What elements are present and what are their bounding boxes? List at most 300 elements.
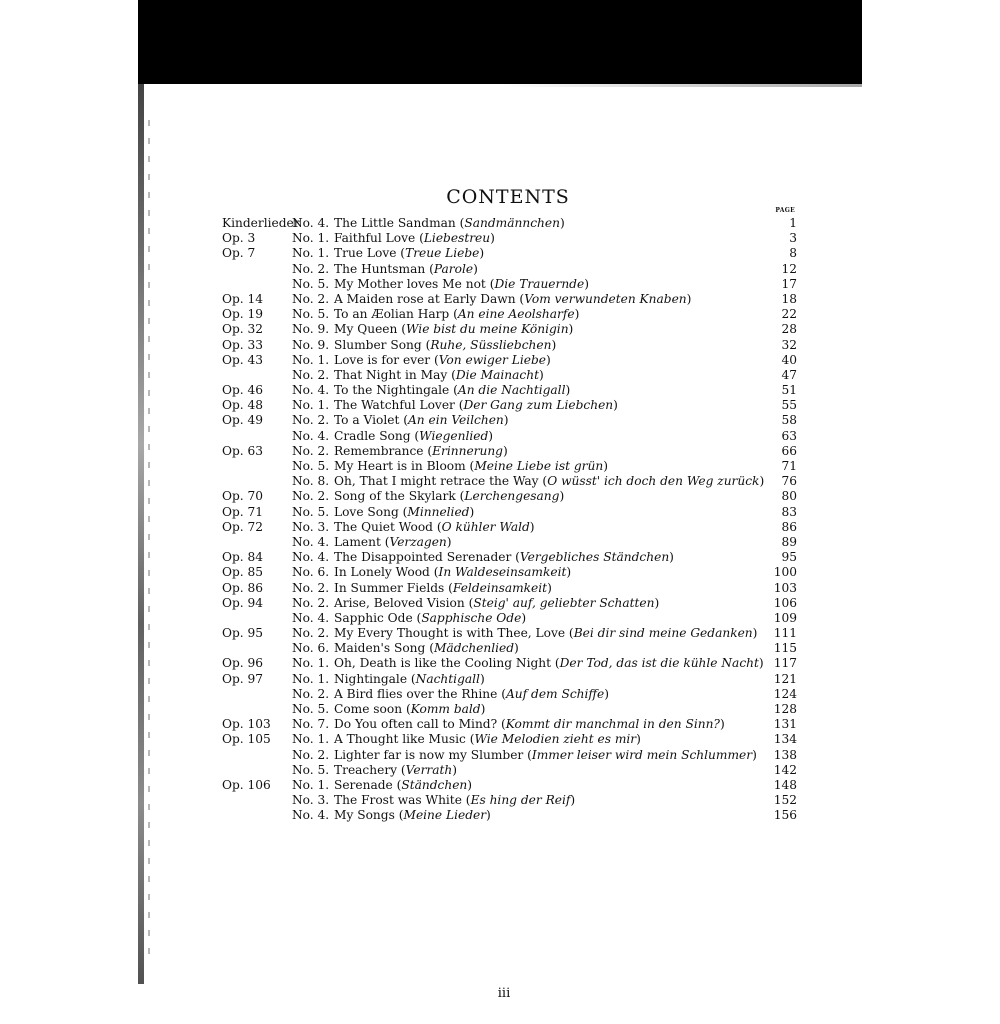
song-number: No. 3. (292, 793, 330, 808)
song-title (334, 368, 544, 383)
german-title: An eine Aeolsharfe (457, 307, 575, 322)
song-number: No. 5. (292, 276, 330, 291)
english-title: Lighter far is now my Slumber ( (334, 747, 532, 762)
song-title (334, 277, 589, 292)
closing-paren: ) (446, 534, 452, 549)
song-title (334, 596, 659, 611)
contents-list (222, 216, 797, 824)
page-ref: 66 (781, 443, 797, 458)
english-title: Remembrance ( (334, 443, 433, 458)
song-number: No. 5. (292, 504, 330, 519)
page-ref: 83 (781, 504, 797, 519)
closing-paren: ) (473, 261, 478, 276)
song-number: No. 6. (292, 565, 330, 580)
english-title: The Little Sandman ( (334, 216, 465, 230)
song-number: No. 2. (292, 413, 330, 428)
song-title (334, 413, 509, 428)
page-ref: 89 (781, 534, 797, 549)
english-title: In Lonely Wood ( (334, 565, 439, 580)
contents-entry (222, 246, 797, 261)
contents-entry (222, 413, 797, 428)
german-title: Die Mainacht (455, 367, 539, 382)
english-title: Sapphic Ode ( (334, 610, 422, 625)
english-title: The Quiet Wood ( (334, 519, 442, 534)
contents-entry (222, 383, 797, 398)
page-ref: 86 (781, 519, 797, 534)
german-title: Die Trauernde (494, 276, 585, 291)
song-title (334, 505, 474, 520)
song-number: No. 7. (292, 717, 330, 732)
song-number: No. 4. (292, 610, 330, 625)
song-number: No. 1. (292, 231, 330, 246)
closing-paren: ) (613, 398, 618, 413)
english-title: My Queen ( (334, 322, 406, 337)
page-title: CONTENTS (446, 186, 570, 208)
song-number: No. 5. (292, 459, 330, 473)
song-title (334, 702, 485, 717)
contents-entry (222, 322, 797, 337)
closing-paren: ) (669, 550, 674, 565)
page-ref: 12 (781, 261, 797, 276)
german-title: Treue Liebe (405, 246, 480, 261)
german-title: Verrath (405, 762, 453, 777)
song-number: No. 2. (292, 367, 330, 382)
german-title: Sandmännchen (464, 216, 560, 230)
opus-label: Op. 72 (222, 519, 264, 534)
song-number: No. 6. (292, 641, 330, 656)
song-title (334, 459, 608, 474)
song-title (334, 672, 485, 687)
closing-paren: ) (545, 352, 551, 367)
song-title (334, 687, 609, 702)
song-number: No. 1. (292, 732, 330, 747)
opus-label: Op. 95 (222, 626, 264, 641)
english-title: Song of the Skylark ( (334, 489, 465, 504)
page-ref: 134 (773, 732, 797, 747)
page-ref: 17 (781, 276, 797, 291)
contents-entry (222, 748, 797, 763)
contents-entry (222, 307, 797, 322)
page-ref: 152 (773, 793, 797, 808)
song-title (334, 778, 472, 793)
page-ref: 71 (781, 459, 797, 473)
contents-entry (222, 656, 797, 671)
english-title: Come soon ( (334, 702, 411, 716)
song-number: No. 2. (292, 489, 330, 504)
opus-label: Op. 106 (222, 777, 271, 792)
contents-entry (222, 398, 797, 413)
english-title: The Watchful Lover ( (334, 398, 464, 413)
german-title: Von ewiger Liebe (438, 352, 546, 367)
contents-entry (222, 626, 797, 641)
english-title: Maiden's Song ( (334, 641, 434, 656)
song-number: No. 4. (292, 383, 330, 398)
closing-paren: ) (604, 686, 609, 701)
song-number: No. 1. (292, 246, 330, 261)
song-title (334, 748, 757, 763)
song-title (334, 656, 764, 671)
song-title (334, 246, 484, 261)
song-title (334, 550, 674, 565)
scan-edge-specks (148, 120, 150, 960)
german-title: In Waldeseinsamkeit (438, 565, 567, 580)
german-title: Der Gang zum Liebchen (463, 398, 614, 413)
song-title (334, 489, 564, 504)
song-title (334, 717, 725, 732)
scan-edge-left (138, 84, 144, 984)
english-title: Love is for ever ( (334, 352, 439, 367)
page-ref: 40 (781, 352, 797, 367)
page-ref: 76 (781, 474, 797, 489)
contents-entry (222, 763, 797, 778)
song-title (334, 581, 552, 596)
english-title: Oh, Death is like the Cooling Night ( (334, 656, 560, 671)
song-title (334, 262, 478, 277)
page-ref: 8 (789, 246, 797, 261)
closing-paren: ) (574, 307, 580, 322)
page-ref: 131 (773, 717, 797, 732)
song-title (334, 338, 556, 353)
page-column-label: PAGE (775, 207, 795, 214)
german-title: Meine Liebe ist grün (474, 459, 604, 473)
song-title (334, 292, 691, 307)
contents-entry (222, 520, 797, 535)
song-number: No. 9. (292, 322, 330, 337)
contents-entry (222, 672, 797, 687)
page-ref: 124 (773, 686, 797, 701)
song-number: No. 1. (292, 671, 330, 686)
closing-paren: ) (636, 732, 641, 747)
contents-entry (222, 732, 797, 747)
english-title: My Mother loves Me not ( (334, 276, 495, 291)
closing-paren: ) (752, 626, 758, 641)
german-title: Ständchen (401, 777, 468, 792)
opus-label: Op. 85 (222, 565, 264, 580)
contents-entry (222, 565, 797, 580)
opus-label: Op. 7 (222, 246, 256, 261)
contents-entry (222, 687, 797, 702)
contents-entry (222, 505, 797, 520)
closing-paren: ) (514, 641, 519, 656)
song-title (334, 535, 452, 550)
english-title: Love Song ( (334, 504, 408, 519)
contents-entry (222, 459, 797, 474)
closing-paren: ) (486, 808, 491, 823)
german-title: Kommt dir manchmal in den Sinn? (505, 717, 720, 732)
song-number: No. 3. (292, 519, 330, 534)
page-number: iii (497, 986, 511, 1001)
closing-paren: ) (480, 702, 486, 716)
song-number: No. 4. (292, 550, 330, 565)
contents-entry (222, 793, 797, 808)
german-title: Nachtigall (415, 671, 480, 686)
english-title: Do You often call to Mind? ( (334, 717, 506, 732)
song-number: No. 1. (292, 777, 330, 792)
closing-paren: ) (529, 519, 535, 534)
closing-paren: ) (547, 580, 552, 595)
contents-entry (222, 596, 797, 611)
song-number: No. 4. (292, 808, 330, 823)
german-title: O wüsst' ich doch den Weg zurück (547, 474, 760, 489)
page-ref: 156 (773, 808, 797, 823)
page-ref: 100 (773, 565, 797, 580)
english-title: The Huntsman ( (334, 261, 434, 276)
song-title (334, 398, 618, 413)
english-title: Treachery ( (334, 762, 406, 777)
song-number: No. 5. (292, 762, 330, 777)
song-number: No. 8. (292, 474, 330, 489)
opus-label: Op. 63 (222, 443, 264, 458)
closing-paren: ) (502, 443, 508, 458)
german-title: Der Tod, das ist die kühle Nacht (559, 656, 759, 671)
english-title: To the Nightingale ( (334, 383, 458, 398)
closing-paren: ) (759, 474, 765, 489)
page-ref: 58 (781, 413, 797, 428)
song-number: No. 2. (292, 747, 330, 762)
english-title: A Bird flies over the Rhine ( (334, 686, 506, 701)
contents-entry (222, 262, 797, 277)
song-number: No. 2. (292, 261, 330, 276)
page-ref: 47 (781, 367, 797, 382)
song-number: No. 4. (292, 534, 330, 549)
opus-label: Op. 46 (222, 383, 264, 398)
english-title: Nightingale ( (334, 671, 416, 686)
song-title (334, 429, 493, 444)
closing-paren: ) (603, 459, 608, 473)
german-title: An die Nachtigall (457, 383, 566, 398)
english-title: Oh, That I might retrace the Way ( (334, 474, 548, 489)
song-number: No. 2. (292, 686, 330, 701)
song-title (334, 626, 757, 641)
page-ref: 22 (781, 307, 797, 322)
opus-label: Op. 70 (222, 489, 264, 504)
english-title: In Summer Fields ( (334, 580, 453, 595)
contents-entry (222, 429, 797, 444)
contents-entry (222, 216, 797, 231)
closing-paren: ) (568, 322, 574, 337)
contents-entry (222, 338, 797, 353)
page-ref: 128 (773, 702, 797, 716)
song-title (334, 353, 551, 368)
german-title: Es hing der Reif (470, 793, 571, 808)
german-title: Mädchenlied (433, 641, 515, 656)
english-title: Lament ( (334, 534, 390, 549)
page-ref: 103 (773, 580, 797, 595)
page-ref: 3 (789, 231, 797, 246)
english-title: To an Æolian Harp ( (334, 307, 458, 322)
english-title: My Every Thought is with Thee, Love ( (334, 626, 574, 641)
english-title: My Songs ( (334, 808, 404, 823)
page-ref: 51 (781, 383, 797, 398)
page-ref: 109 (773, 610, 797, 625)
page-ref: 121 (773, 671, 797, 686)
page-ref: 63 (781, 428, 797, 443)
contents-entry (222, 641, 797, 656)
song-title (334, 474, 764, 489)
song-title (334, 732, 641, 747)
page-ref: 111 (773, 626, 797, 641)
english-title: A Maiden rose at Early Dawn ( (334, 291, 525, 306)
english-title: My Heart is in Bloom ( (334, 459, 475, 473)
opus-label: Op. 105 (222, 732, 271, 747)
german-title: Vom verwundeten Knaben (524, 291, 687, 306)
page-ref: 148 (773, 777, 797, 792)
song-number: No. 2. (292, 443, 330, 458)
opus-label: Op. 3 (222, 231, 256, 246)
page-ref: 106 (773, 595, 797, 610)
song-number: No. 9. (292, 337, 330, 352)
english-title: To a Violet ( (334, 413, 408, 428)
song-number: No. 1. (292, 656, 330, 671)
song-title (334, 216, 565, 231)
song-number: No. 2. (292, 595, 330, 610)
closing-paren: ) (469, 504, 475, 519)
english-title: Serenade ( (334, 777, 402, 792)
page-ref: 80 (781, 489, 797, 504)
contents-entry (222, 535, 797, 550)
german-title: Auf dem Schiffe (505, 686, 605, 701)
german-title: An ein Veilchen (408, 413, 504, 428)
closing-paren: ) (467, 777, 473, 792)
song-title (334, 322, 573, 337)
opus-label: Op. 71 (222, 504, 264, 519)
german-title: Wie bist du meine Königin (405, 322, 569, 337)
contents-entry (222, 550, 797, 565)
opus-label: Op. 84 (222, 550, 264, 565)
closing-paren: ) (686, 291, 692, 306)
german-title: Sapphische Ode (421, 610, 522, 625)
german-title: Ruhe, Süssliebchen (430, 337, 552, 352)
song-number: No. 5. (292, 307, 330, 322)
song-title (334, 641, 519, 656)
contents-entry (222, 611, 797, 626)
german-title: Lerchengesang (464, 489, 560, 504)
closing-paren: ) (479, 671, 485, 686)
closing-paren: ) (584, 276, 589, 291)
page-ref: 1 (789, 216, 797, 230)
opus-label: Op. 49 (222, 413, 264, 428)
german-title: Wie Melodien zieht es mir (474, 732, 637, 747)
opus-label: Kinderlieder (222, 216, 300, 230)
song-number: No. 4. (292, 216, 330, 230)
german-title: Vergebliches Ständchen (519, 550, 670, 565)
closing-paren: ) (479, 246, 485, 261)
opus-label: Op. 19 (222, 307, 264, 322)
page-ref: 138 (773, 747, 797, 762)
closing-paren: ) (654, 595, 660, 610)
contents-entry (222, 444, 797, 459)
contents-entry (222, 702, 797, 717)
opus-label: Op. 48 (222, 398, 264, 413)
english-title: Faithful Love ( (334, 231, 424, 246)
german-title: Komm bald (410, 702, 481, 716)
closing-paren: ) (559, 489, 565, 504)
closing-paren: ) (565, 383, 571, 398)
german-title: Feldeinsamkeit (452, 580, 548, 595)
opus-label: Op. 96 (222, 656, 264, 671)
closing-paren: ) (566, 565, 572, 580)
page-ref: 32 (781, 337, 797, 352)
song-title (334, 793, 575, 808)
song-number: No. 2. (292, 580, 330, 595)
contents-entry (222, 292, 797, 307)
opus-label: Op. 32 (222, 322, 264, 337)
contents-entry (222, 581, 797, 596)
song-title (334, 444, 508, 459)
german-title: Parole (433, 261, 474, 276)
song-number: No. 1. (292, 398, 330, 413)
english-title: True Love ( (334, 246, 406, 261)
closing-paren: ) (752, 747, 757, 762)
german-title: Steig' auf, geliebter Schatten (473, 595, 655, 610)
song-title (334, 520, 535, 535)
page-ref: 18 (781, 291, 797, 306)
german-title: Immer leiser wird mein Schlummer (531, 747, 753, 762)
song-title (334, 231, 495, 246)
contents-entry (222, 717, 797, 732)
contents-entry (222, 489, 797, 504)
scan-dark-border-top (138, 0, 862, 84)
page-ref: 115 (773, 641, 797, 656)
contents-entry (222, 353, 797, 368)
english-title: A Thought like Music ( (334, 732, 475, 747)
german-title: O kühler Wald (441, 519, 530, 534)
german-title: Verzagen (389, 534, 447, 549)
german-title: Liebestreu (423, 231, 491, 246)
closing-paren: ) (503, 413, 509, 428)
contents-entry (222, 368, 797, 383)
song-number: No. 1. (292, 352, 330, 367)
song-title (334, 383, 570, 398)
opus-label: Op. 14 (222, 291, 264, 306)
opus-label: Op. 103 (222, 717, 271, 732)
song-title (334, 307, 579, 322)
page-ref: 142 (773, 762, 797, 777)
page-ref: 95 (781, 550, 797, 565)
german-title: Meine Lieder (403, 808, 487, 823)
english-title: That Night in May ( (334, 367, 456, 382)
page-ref: 55 (781, 398, 797, 413)
opus-label: Op. 43 (222, 352, 264, 367)
song-title (334, 808, 491, 823)
contents-entry (222, 778, 797, 793)
opus-label: Op. 97 (222, 671, 264, 686)
closing-paren: ) (490, 231, 495, 246)
contents-entry (222, 474, 797, 489)
page-ref: 28 (781, 322, 797, 337)
closing-paren: ) (758, 656, 764, 671)
song-title (334, 565, 571, 580)
english-title: The Disappointed Serenader ( (334, 550, 520, 565)
english-title: Slumber Song ( (334, 337, 431, 352)
opus-label: Op. 33 (222, 337, 264, 352)
german-title: Wiegenlied (419, 428, 489, 443)
page-ref: 117 (773, 656, 797, 671)
closing-paren: ) (488, 428, 494, 443)
closing-paren: ) (521, 610, 527, 625)
contents-entry (222, 277, 797, 292)
song-title (334, 611, 526, 626)
closing-paren: ) (719, 717, 725, 732)
contents-entry (222, 808, 797, 823)
song-number: No. 2. (292, 291, 330, 306)
closing-paren: ) (559, 216, 565, 230)
english-title: Arise, Beloved Vision ( (334, 595, 474, 610)
song-number: No. 4. (292, 428, 330, 443)
opus-label: Op. 86 (222, 580, 264, 595)
english-title: The Frost was White ( (334, 793, 471, 808)
contents-entry (222, 231, 797, 246)
